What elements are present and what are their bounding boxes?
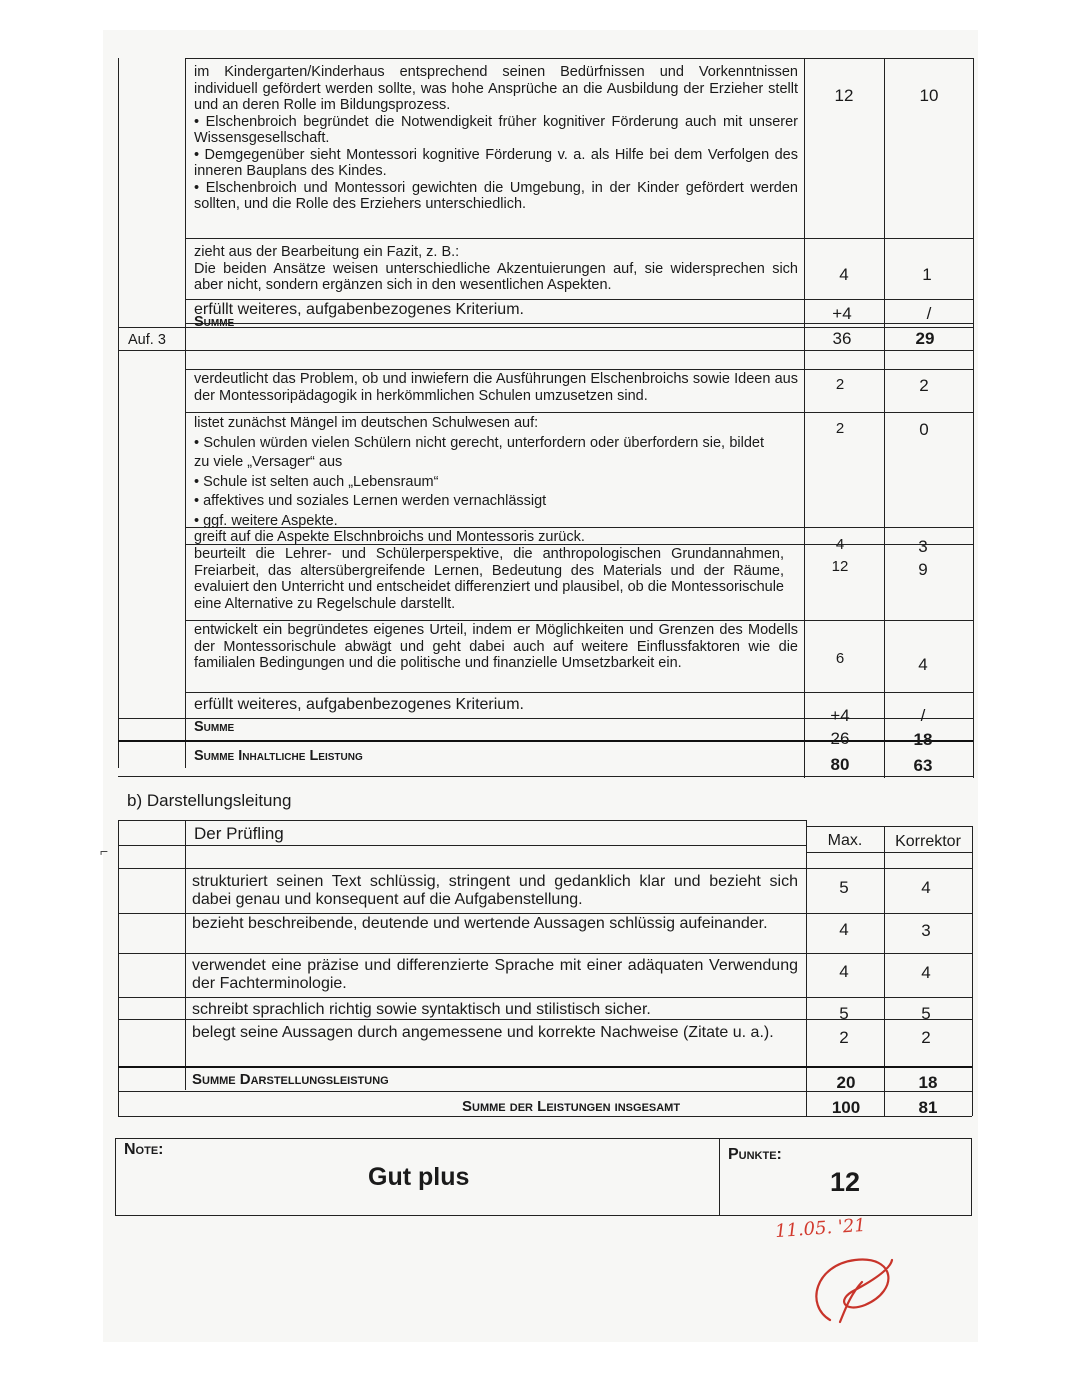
max-points: 4 (839, 265, 849, 284)
score-points: 1 (922, 265, 932, 284)
max-points: 5 (839, 1004, 849, 1023)
task-label: Auf. 3 (128, 332, 166, 348)
criterion-text: greift auf die Aspekte Elschnbroichs und Montessoris zurück. (194, 529, 585, 545)
signature (800, 1250, 910, 1340)
header-label: Der Prüfling (194, 824, 284, 843)
criterion-text: schreibt sprachlich richtig sowie syntaktisch und stilistisch sicher. (192, 1001, 651, 1018)
max-points: 12 (831, 558, 849, 575)
score-points: 3 (921, 921, 931, 940)
max-points: 2 (839, 1028, 849, 1047)
sum-label: Summe (194, 314, 235, 330)
inhalt-sum-score: 63 (913, 756, 933, 775)
max-points: +4 (832, 304, 852, 323)
criterion-text: im Kindergarten/Kinderhaus entsprechend seinen Bedürfnissen und Vorkenntnissen individuell gefördert werden sollte, was hohe Ansprüche an die Ausbildung der Erzieher stellt und an deren Rolle im Bildungsprozess. • Elschenbroich begründet die Notwendigkeit früher kognitiver Förderung auch mit unserer Wissensgesellschaft. • Demgegenüber sieht Montessori kognitive Förderung v. a. als Hilfe bei dem Verfolgen des inneren Bauplans des Kindes. • Elschenbroich und Montessori gewichten die Umgebung, in der Kinder gefördert werden sollten, und die Rolle des Erziehers unterschiedlich. (194, 64, 798, 212)
criterion-text: verwendet eine präzise und differenzierte Sprache mit einer adäquaten Verwendung der Fachterminologie. (192, 957, 798, 992)
max-points: 2 (835, 420, 845, 437)
max-points: 4 (839, 962, 849, 981)
score-points: 0 (919, 420, 929, 439)
sum-score: 18 (913, 730, 933, 749)
column-korrektor-header: Korrektor (895, 833, 961, 850)
max-points: 2 (835, 376, 845, 393)
darstellung-sum-score: 18 (918, 1073, 938, 1092)
criterion-text: erfüllt weiteres, aufgabenbezogenes Kriterium. (194, 301, 524, 318)
darstellung-sum-max: 20 (836, 1073, 856, 1092)
score-points: 10 (919, 86, 939, 105)
criterion-text: bezieht beschreibende, deutende und wertende Aussagen schlüssig aufeinander. (192, 915, 768, 932)
max-points: 5 (839, 878, 849, 897)
sum-score: 29 (915, 329, 935, 348)
max-points: 6 (835, 650, 845, 667)
total-sum-label: Summe der Leistungen insgesamt (462, 1098, 681, 1115)
score-points: 2 (921, 1028, 931, 1047)
criterion-text: verdeutlicht das Problem, ob und inwiefern die Ausführungen Elschenbroichs sowie Ideen aus der Montessoripädagogik in herkömmlichen Schulen umzusetzen sind. (194, 371, 798, 404)
punkte-label: Punkte: (728, 1146, 782, 1163)
sum-max: 26 (830, 729, 850, 748)
score-points: 4 (921, 963, 931, 982)
darstellung-sum-label: Summe Darstellungsleistung (192, 1071, 389, 1088)
section-b-heading: b) Darstellungsleitung (127, 791, 292, 810)
note-value: Gut plus (368, 1163, 470, 1191)
score-points: 4 (921, 878, 931, 897)
inhalt-sum-max: 80 (830, 755, 850, 774)
note-label: Note: (124, 1141, 164, 1158)
margin-mark: ⌐ (100, 843, 109, 859)
criterion-text: beurteilt die Lehrer- und Schülerperspektive, die anthropologischen Grundannahmen, Freiarbeit, das altersübergreifende Lernen, Bedeutung des Materials und der Räume, evaluiert den Unterricht und entscheidet differenziert und plausibel, ob die Montessorischule eine Alternative zu Regelschule darstellt. (194, 546, 784, 612)
score-points: 5 (921, 1004, 931, 1023)
score-points: / (920, 706, 926, 725)
total-sum-score: 81 (918, 1098, 938, 1117)
max-points: 4 (839, 920, 849, 939)
sum-label: Summe (194, 719, 235, 735)
criterion-text: entwickelt ein begründetes eigenes Urteil, indem er Möglichkeiten und Grenzen des Modells der Montessorischule abwägt und geht dabei auch auf weitere Einflussfaktoren wie die familialen Bedingungen und die politische und finanzielle Umsetzbarkeit ein. (194, 622, 798, 671)
criterion-text: erfüllt weiteres, aufgabenbezogenes Kriterium. (194, 696, 524, 713)
punkte-value: 12 (830, 1167, 861, 1197)
total-sum-max: 100 (831, 1098, 861, 1117)
max-points: +4 (830, 706, 850, 725)
max-points: 4 (835, 536, 845, 553)
score-points: 3 (918, 537, 928, 556)
criterion-text: zieht aus der Bearbeitung ein Fazit, z. B.: Die beiden Ansätze weisen unterschiedliche Akzentuierungen auf, sie widersprechen sich aber nicht, sondern ergänzen sich in den wesentlichen Aspekten. (194, 244, 798, 293)
score-points: 4 (918, 655, 928, 674)
criterion-text: strukturiert seinen Text schlüssig, stringent und gedanklich klar und bezieht sich dabei genau und konsequent auf die Aufgabenstellung. (192, 873, 798, 908)
score-points: / (926, 304, 932, 323)
handwritten-date: 11.05. '21 (774, 1214, 867, 1243)
criterion-text: belegt seine Aussagen durch angemessene und korrekte Nachweise (Zitate u. a.). (192, 1024, 774, 1041)
score-points: 9 (918, 560, 928, 579)
sum-max: 36 (832, 329, 852, 348)
inhalt-sum-label: Summe Inhaltliche Leistung (194, 748, 363, 764)
score-points: 2 (919, 376, 929, 395)
column-max-header: Max. (827, 832, 863, 849)
max-points: 12 (834, 86, 854, 105)
criterion-text: listet zunächst Mängel im deutschen Schulwesen auf: • Schulen würden vielen Schülern nicht gerecht, unterfordern oder überfordern sie, bildet zu viele „Versager“ aus • Schule ist selten auch „Lebensraum“ • affektives und soziales Lernen werden vernachlässigt • ggf. weitere Aspekte. (194, 415, 764, 529)
